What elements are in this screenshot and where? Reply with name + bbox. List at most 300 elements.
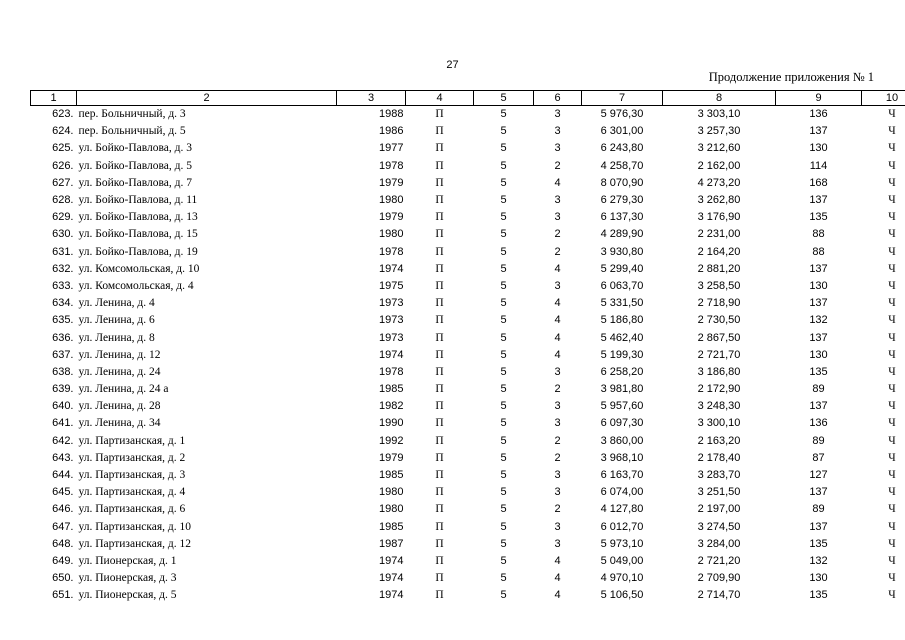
total-area: 6 243,80 [600, 142, 644, 155]
apartments: 114 [809, 159, 828, 172]
category: Ч [888, 503, 896, 516]
living-area: 2 881,20 [697, 262, 741, 275]
table-row [31, 312, 905, 329]
address: ул. Пионерская, д. 3 [78, 572, 177, 585]
category: Ч [888, 297, 896, 310]
table-row [31, 553, 905, 570]
entrances: 4 [554, 589, 561, 602]
year-built: 1973 [379, 297, 404, 310]
year-built: 1990 [379, 417, 404, 430]
table-row [31, 536, 905, 553]
category: Ч [888, 537, 896, 550]
living-area: 2 162,00 [697, 159, 741, 172]
address: пер. Больничный, д. 5 [78, 125, 186, 138]
year-built: 1974 [379, 589, 404, 602]
table-row [31, 123, 905, 140]
entrances: 3 [554, 142, 561, 155]
page-number: 27 [446, 59, 459, 71]
floors: 5 [500, 194, 507, 207]
row-number: 647. [52, 520, 74, 533]
table-row [31, 398, 905, 415]
wall-material: П [435, 245, 444, 258]
entrances: 2 [554, 245, 561, 258]
floors: 5 [500, 142, 507, 155]
living-area: 3 284,00 [697, 537, 741, 550]
row-number: 627. [52, 176, 74, 189]
wall-material: П [435, 176, 444, 189]
address: ул. Комсомольская, д. 4 [78, 279, 194, 292]
apartments: 89 [812, 503, 825, 516]
floors: 5 [500, 572, 507, 585]
table-row [31, 450, 905, 467]
category: Ч [888, 365, 896, 378]
wall-material: П [435, 589, 444, 602]
year-built: 1974 [379, 348, 404, 361]
entrances: 3 [554, 365, 561, 378]
year-built: 1987 [379, 537, 404, 550]
category: Ч [888, 348, 896, 361]
floors: 5 [500, 228, 507, 241]
apartments: 130 [809, 279, 828, 292]
floors: 5 [500, 262, 507, 275]
apartments: 89 [812, 383, 825, 396]
entrances: 4 [554, 572, 561, 585]
address: ул. Партизанская, д. 2 [78, 451, 186, 464]
row-number: 642. [52, 434, 74, 447]
total-area: 6 074,00 [600, 486, 644, 499]
table-row [31, 364, 905, 381]
total-area: 5 973,10 [600, 537, 644, 550]
floors: 5 [500, 383, 507, 396]
row-number: 631. [52, 245, 74, 258]
wall-material: П [435, 125, 444, 138]
table-row [31, 278, 905, 295]
wall-material: П [435, 314, 444, 327]
row-number: 648. [52, 537, 74, 550]
entrances: 3 [554, 537, 561, 550]
year-built: 1973 [379, 314, 404, 327]
row-number: 626. [52, 159, 74, 172]
category: Ч [888, 572, 896, 585]
total-area: 3 968,10 [600, 451, 644, 464]
row-number: 632. [52, 262, 74, 275]
address: ул. Ленина, д. 34 [78, 417, 161, 430]
entrances: 2 [554, 383, 561, 396]
wall-material: П [435, 279, 444, 292]
total-area: 6 063,70 [600, 279, 644, 292]
entrances: 3 [554, 194, 561, 207]
continuation-title: Продолжение приложения № 1 [708, 70, 874, 84]
living-area: 3 274,50 [697, 520, 741, 533]
row-number: 623. [52, 108, 74, 121]
row-number: 651. [52, 589, 74, 602]
category: Ч [888, 176, 896, 189]
entrances: 3 [554, 469, 561, 482]
year-built: 1992 [379, 434, 404, 447]
entrances: 3 [554, 125, 561, 138]
category: Ч [888, 469, 896, 482]
apartments: 130 [809, 572, 828, 585]
wall-material: П [435, 503, 444, 516]
apartments: 136 [809, 108, 828, 121]
entrances: 4 [554, 262, 561, 275]
category: Ч [888, 228, 896, 241]
wall-material: П [435, 486, 444, 499]
address: ул. Партизанская, д. 6 [78, 503, 186, 516]
wall-material: П [435, 142, 444, 155]
table-row [31, 484, 905, 501]
total-area: 6 012,70 [600, 520, 644, 533]
living-area: 3 258,50 [697, 279, 741, 292]
category: Ч [888, 554, 896, 567]
row-number: 649. [52, 554, 74, 567]
total-area: 4 289,90 [600, 228, 644, 241]
floors: 5 [500, 554, 507, 567]
total-area: 6 258,20 [600, 365, 644, 378]
floors: 5 [500, 537, 507, 550]
total-area: 5 186,80 [600, 314, 644, 327]
column-header: 1 [31, 91, 77, 106]
category: Ч [888, 194, 896, 207]
apartments: 137 [809, 331, 828, 344]
address: ул. Ленина, д. 4 [78, 297, 155, 310]
wall-material: П [435, 469, 444, 482]
address: ул. Бойко-Павлова, д. 19 [78, 245, 198, 258]
row-number: 630. [52, 228, 74, 241]
floors: 5 [500, 486, 507, 499]
apartments: 135 [809, 211, 828, 224]
year-built: 1979 [379, 211, 404, 224]
year-built: 1985 [379, 383, 404, 396]
floors: 5 [500, 245, 507, 258]
apartments: 88 [812, 245, 825, 258]
category: Ч [888, 159, 896, 172]
total-area: 5 331,50 [600, 297, 644, 310]
year-built: 1982 [379, 400, 404, 413]
wall-material: П [435, 434, 444, 447]
living-area: 3 283,70 [697, 469, 741, 482]
column-header: 5 [474, 91, 534, 106]
address: ул. Партизанская, д. 3 [78, 469, 186, 482]
address: ул. Партизанская, д. 1 [78, 434, 186, 447]
address: ул. Бойко-Павлова, д. 5 [78, 159, 192, 172]
living-area: 3 262,80 [697, 194, 741, 207]
living-area: 2 730,50 [697, 314, 741, 327]
apartments: 135 [809, 537, 828, 550]
wall-material: П [435, 520, 444, 533]
category: Ч [888, 434, 896, 447]
entrances: 2 [554, 503, 561, 516]
row-number: 641. [52, 417, 74, 430]
table-row [31, 587, 905, 604]
row-number: 625. [52, 142, 74, 155]
entrances: 2 [554, 451, 561, 464]
row-number: 633. [52, 279, 74, 292]
floors: 5 [500, 279, 507, 292]
row-number: 645. [52, 486, 74, 499]
living-area: 3 248,30 [697, 400, 741, 413]
wall-material: П [435, 554, 444, 567]
apartments: 130 [809, 142, 828, 155]
entrances: 4 [554, 554, 561, 567]
row-number: 624. [52, 125, 74, 138]
table-row [31, 261, 905, 278]
apartments: 127 [809, 469, 828, 482]
table-row [31, 415, 905, 432]
address: ул. Ленина, д. 28 [78, 400, 161, 413]
year-built: 1980 [379, 486, 404, 499]
living-area: 2 164,20 [697, 245, 741, 258]
category: Ч [888, 400, 896, 413]
floors: 5 [500, 348, 507, 361]
address: ул. Партизанская, д. 10 [78, 520, 191, 533]
apartments: 137 [809, 520, 828, 533]
living-area: 3 251,50 [697, 486, 741, 499]
year-built: 1977 [379, 142, 404, 155]
table-row [31, 226, 905, 243]
total-area: 5 106,50 [600, 589, 644, 602]
entrances: 3 [554, 108, 561, 121]
category: Ч [888, 331, 896, 344]
total-area: 4 970,10 [600, 572, 644, 585]
category: Ч [888, 314, 896, 327]
living-area: 2 231,00 [697, 228, 741, 241]
floors: 5 [500, 297, 507, 310]
floors: 5 [500, 417, 507, 430]
entrances: 4 [554, 348, 561, 361]
wall-material: П [435, 211, 444, 224]
row-number: 639. [52, 383, 74, 396]
total-area: 3 860,00 [600, 434, 644, 447]
address: ул. Бойко-Павлова, д. 13 [78, 211, 198, 224]
category: Ч [888, 520, 896, 533]
floors: 5 [500, 108, 507, 121]
column-header: 7 [582, 91, 663, 106]
total-area: 4 127,80 [600, 503, 644, 516]
address: ул. Партизанская, д. 12 [78, 537, 191, 550]
wall-material: П [435, 383, 444, 396]
living-area: 2 163,20 [697, 434, 741, 447]
living-area: 2 178,40 [697, 451, 741, 464]
row-number: 650. [52, 572, 74, 585]
table-row [31, 519, 905, 536]
living-area: 4 273,20 [697, 176, 741, 189]
category: Ч [888, 142, 896, 155]
row-number: 634. [52, 297, 74, 310]
wall-material: П [435, 348, 444, 361]
apartments: 137 [809, 297, 828, 310]
floors: 5 [500, 451, 507, 464]
address: ул. Бойко-Павлова, д. 11 [78, 194, 198, 207]
wall-material: П [435, 537, 444, 550]
category: Ч [888, 589, 896, 602]
total-area: 5 462,40 [600, 331, 644, 344]
year-built: 1975 [379, 279, 404, 292]
entrances: 3 [554, 400, 561, 413]
apartments: 130 [809, 348, 828, 361]
table-row [31, 140, 905, 157]
table-row [31, 158, 905, 175]
entrances: 4 [554, 331, 561, 344]
apartments: 136 [809, 417, 828, 430]
living-area: 3 300,10 [697, 417, 741, 430]
wall-material: П [435, 331, 444, 344]
table-row [31, 570, 905, 587]
apartments: 137 [809, 194, 828, 207]
wall-material: П [435, 417, 444, 430]
living-area: 3 303,10 [697, 108, 741, 121]
row-number: 644. [52, 469, 74, 482]
entrances: 4 [554, 176, 561, 189]
table-row [31, 209, 905, 226]
year-built: 1986 [379, 125, 404, 138]
floors: 5 [500, 520, 507, 533]
address: ул. Комсомольская, д. 10 [78, 262, 200, 275]
living-area: 2 721,70 [697, 348, 741, 361]
floors: 5 [500, 211, 507, 224]
wall-material: П [435, 159, 444, 172]
row-number: 629. [52, 211, 74, 224]
apartments: 168 [809, 176, 828, 189]
total-area: 6 301,00 [600, 125, 644, 138]
living-area: 2 172,90 [697, 383, 741, 396]
row-number: 638. [52, 365, 74, 378]
year-built: 1980 [379, 503, 404, 516]
header-row [31, 91, 905, 106]
total-area: 6 097,30 [600, 417, 644, 430]
column-header: 10 [862, 91, 905, 106]
floors: 5 [500, 365, 507, 378]
table-row [31, 175, 905, 192]
table-row [31, 106, 905, 124]
total-area: 8 070,90 [600, 176, 644, 189]
total-area: 5 049,00 [600, 554, 644, 567]
address: ул. Бойко-Павлова, д. 7 [78, 176, 192, 189]
year-built: 1978 [379, 159, 404, 172]
column-header: 2 [77, 91, 337, 106]
total-area: 6 163,70 [600, 469, 644, 482]
floors: 5 [500, 159, 507, 172]
total-area: 3 930,80 [600, 245, 644, 258]
table-row [31, 467, 905, 484]
address: ул. Ленина, д. 24 а [78, 383, 169, 396]
column-header: 6 [534, 91, 582, 106]
wall-material: П [435, 365, 444, 378]
table-row [31, 501, 905, 518]
living-area: 3 212,60 [697, 142, 741, 155]
year-built: 1985 [379, 520, 404, 533]
entrances: 2 [554, 228, 561, 241]
address: ул. Бойко-Павлова, д. 3 [78, 142, 192, 155]
living-area: 2 718,90 [697, 297, 741, 310]
category: Ч [888, 108, 896, 121]
living-area: 2 721,20 [697, 554, 741, 567]
category: Ч [888, 245, 896, 258]
column-header: 9 [776, 91, 862, 106]
entrances: 3 [554, 486, 561, 499]
entrances: 3 [554, 279, 561, 292]
category: Ч [888, 383, 896, 396]
wall-material: П [435, 108, 444, 121]
table-row [31, 347, 905, 364]
address: ул. Ленина, д. 24 [78, 365, 161, 378]
category: Ч [888, 125, 896, 138]
address: ул. Ленина, д. 12 [78, 348, 161, 361]
address: ул. Пионерская, д. 5 [78, 589, 177, 602]
year-built: 1980 [379, 228, 404, 241]
year-built: 1979 [379, 176, 404, 189]
apartments: 132 [809, 314, 828, 327]
floors: 5 [500, 434, 507, 447]
entrances: 3 [554, 520, 561, 533]
wall-material: П [435, 297, 444, 310]
year-built: 1973 [379, 331, 404, 344]
row-number: 637. [52, 348, 74, 361]
address: ул. Пионерская, д. 1 [78, 554, 177, 567]
address: пер. Больничный, д. 3 [78, 108, 186, 121]
category: Ч [888, 486, 896, 499]
floors: 5 [500, 331, 507, 344]
table-row [31, 329, 905, 346]
row-number: 635. [52, 314, 74, 327]
total-area: 3 981,80 [600, 383, 644, 396]
wall-material: П [435, 194, 444, 207]
housing-table [30, 90, 905, 604]
floors: 5 [500, 400, 507, 413]
total-area: 5 957,60 [600, 400, 644, 413]
entrances: 3 [554, 211, 561, 224]
row-number: 640. [52, 400, 74, 413]
year-built: 1974 [379, 554, 404, 567]
apartments: 88 [812, 228, 825, 241]
living-area: 3 257,30 [697, 125, 741, 138]
column-header: 8 [663, 91, 776, 106]
category: Ч [888, 211, 896, 224]
total-area: 4 258,70 [600, 159, 644, 172]
living-area: 2 714,70 [697, 589, 741, 602]
table-row [31, 244, 905, 261]
row-number: 636. [52, 331, 74, 344]
floors: 5 [500, 589, 507, 602]
category: Ч [888, 279, 896, 292]
table-row [31, 192, 905, 209]
table-row [31, 381, 905, 398]
year-built: 1974 [379, 572, 404, 585]
total-area: 5 976,30 [600, 108, 644, 121]
apartments: 132 [809, 554, 828, 567]
address: ул. Ленина, д. 8 [78, 331, 155, 344]
floors: 5 [500, 125, 507, 138]
row-number: 643. [52, 451, 74, 464]
floors: 5 [500, 503, 507, 516]
apartments: 137 [809, 486, 828, 499]
wall-material: П [435, 228, 444, 241]
category: Ч [888, 451, 896, 464]
total-area: 6 137,30 [600, 211, 644, 224]
row-number: 628. [52, 194, 74, 207]
apartments: 87 [812, 451, 825, 464]
year-built: 1985 [379, 469, 404, 482]
entrances: 3 [554, 417, 561, 430]
wall-material: П [435, 262, 444, 275]
apartments: 135 [809, 365, 828, 378]
entrances: 2 [554, 159, 561, 172]
year-built: 1988 [379, 108, 404, 121]
apartments: 137 [809, 125, 828, 138]
year-built: 1974 [379, 262, 404, 275]
table-row [31, 433, 905, 450]
wall-material: П [435, 572, 444, 585]
